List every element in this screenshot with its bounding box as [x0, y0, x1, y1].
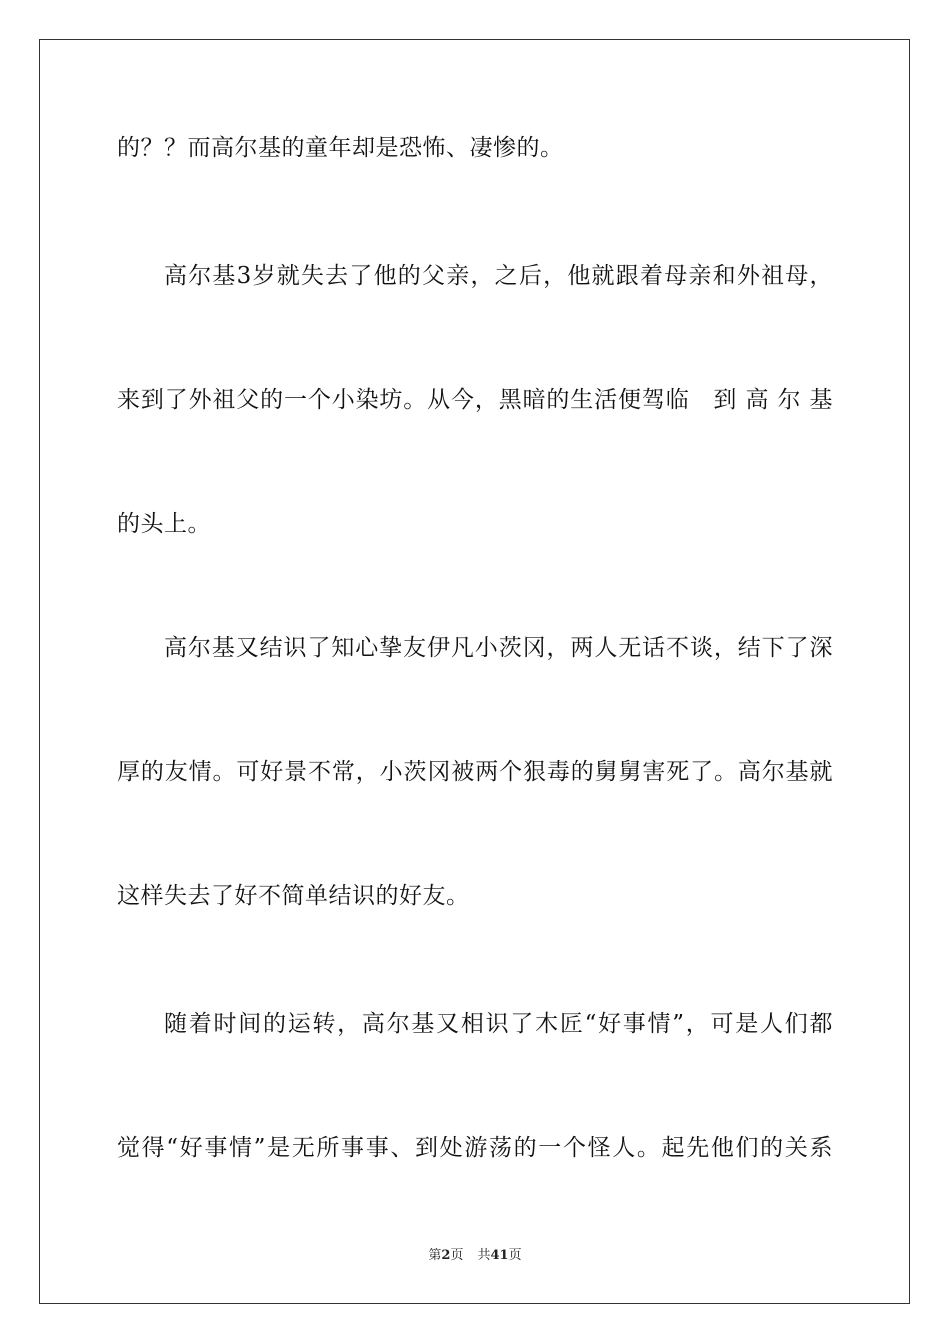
page-footer: [0, 1248, 950, 1264]
total-pages: 41: [490, 1248, 509, 1263]
page-border: [39, 39, 910, 1304]
text-line-3: 来到了外祖父的一个小染坊。从今，黑暗的生活便驾临 到 高 尔 基: [117, 387, 833, 413]
text-line-7: 这样失去了好不简单结识的好友。: [117, 883, 470, 909]
text-line-9: 觉得“好事情”是无所事事、到处游荡的一个怪人。起先他们的关系: [117, 1135, 833, 1161]
page-prefix: 第: [428, 1248, 442, 1263]
total-suffix: 页: [508, 1248, 522, 1263]
page-suffix: 页: [450, 1248, 464, 1263]
text-line-5: 高尔基又结识了知心挚友伊凡小茨冈，两人无话不谈，结下了深: [164, 635, 833, 661]
text-line-1: 的？？而高尔基的童年却是恐怖、凄惨的。: [117, 135, 564, 161]
total-prefix: 共: [477, 1248, 491, 1263]
text-line-8: 随着时间的运转，高尔基又相识了木匠“好事情”，可是人们都: [164, 1011, 833, 1037]
text-line-2: 高尔基3岁就失去了他的父亲，之后，他就跟着母亲和外祖母，: [164, 263, 833, 289]
text-line-6: 厚的友情。可好景不常，小茨冈被两个狠毒的舅舅害死了。高尔基就: [117, 759, 833, 785]
text-line-4: 的头上。: [117, 511, 211, 537]
page-number: 2: [441, 1248, 451, 1263]
